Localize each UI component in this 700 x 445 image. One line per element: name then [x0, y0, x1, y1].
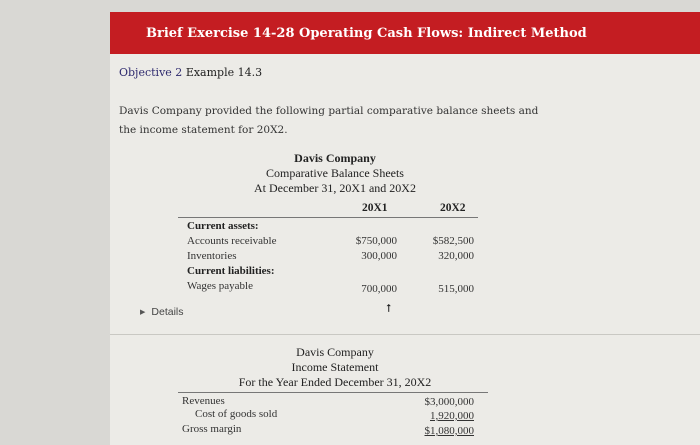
is-title: Income Statement [291, 360, 379, 374]
expand-triangle-icon: ▶ [140, 309, 146, 316]
gross-margin-value: $1,080,000 [424, 425, 474, 437]
revenues-label: Revenues [182, 395, 225, 407]
exercise-title: Brief Exercise 14-28 Operating Cash Flows: Indirect Method [146, 25, 587, 41]
intro-text: Davis Company provided the following partial comparative balance sheets and the income statement for 20X2. [119, 105, 539, 136]
exercise-page [110, 12, 700, 445]
bs-company: Davis Company [294, 151, 376, 165]
inv-20x1: 300,000 [361, 250, 397, 262]
ar-20x2: $582,500 [432, 235, 474, 247]
gross-margin-label: Gross margin [182, 423, 242, 435]
ar-20x1: $750,000 [355, 235, 397, 247]
is-header-rule [178, 392, 488, 393]
wp-20x1: 700,000 [361, 283, 397, 295]
cogs-value: 1,920,000 [430, 410, 474, 422]
exercise-banner [110, 12, 700, 54]
is-period: For the Year Ended December 31, 20X2 [238, 375, 432, 389]
is-company: Davis Company [296, 345, 374, 359]
bs-date: At December 31, 20X1 and 20X2 [254, 181, 416, 195]
cogs-label: Cost of goods sold [195, 408, 278, 420]
section-divider [110, 334, 700, 335]
objective-link[interactable]: Objective 2 [119, 66, 183, 79]
mouse-pointer-icon: ⭡ [386, 302, 392, 315]
details-toggle[interactable] [140, 306, 184, 318]
inv-label: Inventories [187, 250, 237, 262]
inv-20x2: 320,000 [438, 250, 474, 262]
example-label: Example 14.3 [185, 66, 263, 79]
bs-col-20x2: 20X2 [440, 202, 466, 214]
details-label: Details [151, 306, 184, 318]
bs-header-rule [178, 217, 478, 218]
current-assets-label: Current assets: [187, 220, 259, 232]
bs-col-20x1: 20X1 [362, 202, 388, 214]
balance-sheet-header [210, 151, 460, 196]
income-statement-header [220, 345, 450, 390]
wp-20x2: 515,000 [438, 283, 474, 295]
bs-title: Comparative Balance Sheets [266, 166, 404, 180]
revenues-value: $3,000,000 [424, 396, 474, 408]
current-liabilities-label: Current liabilities: [187, 265, 275, 277]
wp-label: Wages payable [187, 280, 253, 292]
objective-line [119, 66, 262, 79]
ar-label: Accounts receivable [187, 235, 277, 247]
